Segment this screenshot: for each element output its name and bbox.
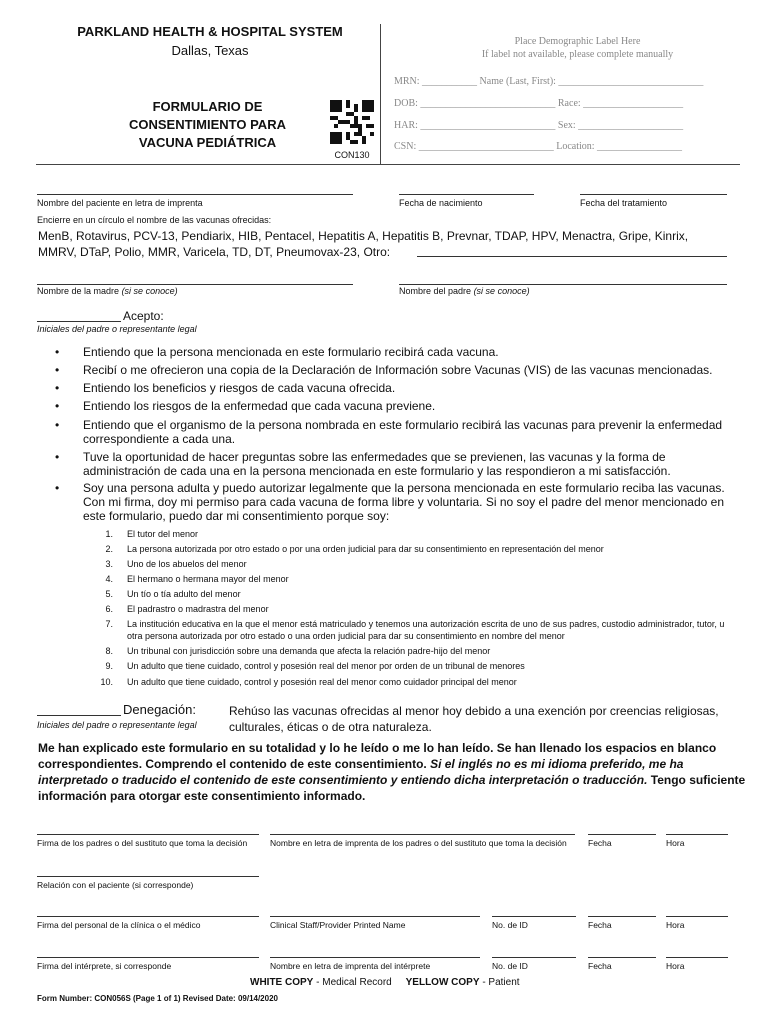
title-line-3: VACUNA PEDIÁTRICA [138,135,277,150]
deny-initials-label: Iniciales del padre o representante legal [37,720,197,730]
bullet-item: • Entiendo los riesgos de la enfermedad que cada vacuna previene. [55,399,735,413]
bullet-text: Entiendo los beneficios y riesgos de cada vacuna ofrecida. [83,381,396,395]
mother-label-text: Nombre de la madre [37,286,120,296]
vaccine-list-line-1[interactable]: MenB, Rotavirus, PCV-13, Pendiarix, HIB, Pentacel, Hepatitis A, Hepatitis B, Prevnar, TDAP, HPV, Menactra, Gripe, Kinrix, [38,229,689,243]
other-vaccine-input[interactable] [417,244,727,257]
staff-id-label: No. de ID [492,920,528,930]
treatment-date-label: Fecha del tratamiento [580,198,668,208]
bullet-item: • Entiendo los beneficios y riesgos de cada vacuna ofrecida. [55,381,735,395]
deny-text: Rehúso las vacunas ofrecidas al menor hoy debido a una exención por creencias religiosas, culturales, éticas o de otra naturaleza. [229,704,719,734]
vaccine-list-line-2[interactable]: MMRV, DTaP, Polio, MMR, Varicela, TD, DT, Pneumovax-23, Otro: [38,245,391,259]
list-item-text: Un adulto que tiene cuidado, control y posesión real del menor por orden de un tribunal de menores [127,661,525,671]
father-name-label [399,286,530,296]
form-code: CON130 [334,150,370,160]
parent-time-input[interactable] [666,822,728,835]
list-item-text: La persona autorizada por otro estado o por una orden judicial para dar su consentimiento en representación del menor [127,544,604,554]
har-field[interactable]: HAR: ___________________________ Sex: _____________________ [394,120,684,131]
list-item: 7. La institución educativa en la que el menor está matriculado y tenemos una autorización escrita de uno de sus padres, custodio administrador, tutor, u otra persona autorizada por otro estado o una orden judicial para dar su consentimiento en nombre del menor [95,618,735,642]
staff-id-input[interactable] [492,904,576,917]
list-item-text: El hermano o hermana mayor del menor [127,574,289,584]
csn-field[interactable]: CSN: ___________________________ Location: _________________ [394,141,683,152]
accept-initials-label: Iniciales del padre o representante legal [37,324,197,334]
deny-initials-input[interactable] [37,703,121,716]
parent-signature-input[interactable] [37,822,259,835]
bullet-item: • Recibí o me ofrecieron una copia de la Declaración de Información sobre Vacunas (VIS) de las vacunas mencionadas. [55,363,735,377]
parent-signature-label: Firma de los padres o del sustituto que toma la decisión [37,838,248,848]
staff-time-input[interactable] [666,904,728,917]
staff-date-label: Fecha [588,920,612,930]
list-item: 4. El hermano o hermana mayor del menor [95,573,735,585]
staff-printed-name-input[interactable] [270,904,480,917]
relation-label: Relación con el paciente (si corresponde) [37,880,194,890]
father-name-input[interactable] [399,272,727,285]
interpreter-date-label: Fecha [588,961,612,971]
bullet-text: Entiendo los riesgos de la enfermedad que cada vacuna previene. [83,399,436,413]
father-label-text: Nombre del padre [399,286,472,296]
white-copy: WHITE COPY [250,977,314,988]
list-item: 3. Uno de los abuelos del menor [95,558,735,570]
title-line-1: FORMULARIO DE [152,99,263,114]
staff-signature-input[interactable] [37,904,259,917]
staff-printed-name-label: Clinical Staff/Provider Printed Name [270,920,406,930]
list-item-text: La institución educativa en la que el menor está matriculado y tenemos una autorización escrita de uno de sus padres, custodio administrador, tutor, u otra persona autorizada por otro estado o una orden judicial para dar su consentimiento en nombre del menor [127,619,725,641]
yellow-copy: YELLOW COPY [405,977,480,988]
list-item: 5. Un tío o tía adulto del menor [95,588,735,600]
list-item: 9. Un adulto que tiene cuidado, control y posesión real del menor por orden de un tribunal de menores [95,660,735,672]
header-divider [36,164,740,165]
interpreter-time-label: Hora [666,961,685,971]
interpreter-signature-label: Firma del intérprete, si corresponde [37,961,172,971]
form-number: Form Number: CON056S (Page 1 of 1) Revised Date: 09/14/2020 [37,994,278,1003]
interpreter-signature-input[interactable] [37,945,259,958]
organization-city: Dallas, Texas [171,43,249,58]
birth-date-label: Fecha de nacimiento [399,198,483,208]
interpreter-time-input[interactable] [666,945,728,958]
dob-field[interactable]: DOB: ___________________________ Race: ____________________ [394,98,684,109]
treatment-date-input[interactable] [580,182,727,195]
mrn-field[interactable]: MRN: ___________ Name (Last, First): _____________________________ [394,76,704,87]
list-item-text: El tutor del menor [127,529,199,539]
copy-distribution [250,977,520,988]
patient-name-label: Nombre del paciente en letra de imprenta [37,198,203,208]
statement-part-2: Si el inglés no es mi idioma preferido, me ha interpretado o traducido el contenido de este consentimiento y entiendo dicha interpretación o traducción. [38,757,684,787]
accept-initials-input[interactable] [37,309,121,322]
parent-printed-name-label: Nombre en letra de imprenta de los padres o del sustituto que toma la decisión [270,838,567,848]
list-item-text: Un tribunal con jurisdicción sobre una demanda que afecta la relación padre-hijo del menor [127,646,491,656]
bullet-item: • Entiendo que el organismo de la persona nombrada en este formulario recibirá las vacunas para prevenir la enfermedad correspondiente a cada una. [55,418,735,446]
relation-input[interactable] [37,864,259,877]
parent-time-label: Hora [666,838,685,848]
bullet-text: Entiendo que el organismo de la persona nombrada en este formulario recibirá las vacunas para prevenir la enfermedad correspondiente a cada una. [83,418,723,446]
mother-if-known: (si se conoce) [121,286,178,296]
interpreter-date-input[interactable] [588,945,656,958]
deny-label: Denegación: [123,702,196,717]
list-item: 2. La persona autorizada por otro estado o por una orden judicial para dar su consentimiento en representación del menor [95,543,735,555]
parent-printed-name-input[interactable] [270,822,575,835]
label-placeholder-line-2: If label not available, please complete manually [481,49,674,60]
interpreter-printed-name-label: Nombre en letra de imprenta del intérprete [270,961,431,971]
vaccine-instruction: Encierre en un círculo el nombre de las vacunas ofrecidas: [37,215,272,225]
statement-part-3: Tengo suficiente información para otorgar este consentimiento informado. [38,773,746,803]
patient-name-input[interactable] [37,182,353,195]
interpreter-printed-name-input[interactable] [270,945,480,958]
parent-date-input[interactable] [588,822,656,835]
mother-name-input[interactable] [37,272,353,285]
organization-name: PARKLAND HEALTH & HOSPITAL SYSTEM [77,24,343,39]
bullet-text: Entiendo que la persona mencionada en este formulario recibirá cada vacuna. [83,345,499,359]
interpreter-id-label: No. de ID [492,961,528,971]
mother-name-label [37,286,178,296]
bullet-text: Recibí o me ofrecieron una copia de la Declaración de Información sobre Vacunas (VIS) de las vacunas mencionadas. [83,363,713,377]
staff-signature-label: Firma del personal de la clínica o el médico [37,920,201,930]
birth-date-input[interactable] [399,182,534,195]
white-copy-desc: - Medical Record [316,977,392,988]
bullet-text: Soy una persona adulta y puedo autorizar legalmente que la persona mencionada en este formulario reciba las vacunas. Con mi firma, doy mi permiso para cada vacuna de forma libre y voluntaria. Si no soy el padre del menor mencionado en este formulario, puedo dar mi consentimiento porque soy: [83,481,725,523]
accept-label: Acepto: [123,309,164,323]
staff-time-label: Hora [666,920,685,930]
list-item: 10. Un adulto que tiene cuidado, control y posesión real del menor como cuidador principal del menor [95,676,735,688]
staff-date-input[interactable] [588,904,656,917]
bullet-text: Tuve la oportunidad de hacer preguntas sobre las enfermedades que se previenen, las vacunas y la forma de administración de cada una en la persona mencionada en este formulario y las respondieron a mi satisfacción. [83,450,671,478]
interpreter-id-input[interactable] [492,945,576,958]
parent-date-label: Fecha [588,838,612,848]
list-item: 8. Un tribunal con jurisdicción sobre una demanda que afecta la relación padre-hijo del menor [95,645,735,657]
list-item-text: El padrastro o madrastra del menor [127,604,269,614]
form-title [90,98,325,152]
yellow-copy-desc: - Patient [482,977,520,988]
bullet-item: • Entiendo que la persona mencionada en este formulario recibirá cada vacuna. [55,345,735,359]
list-item-text: Uno de los abuelos del menor [127,559,247,569]
title-line-2: CONSENTIMIENTO PARA [129,117,286,132]
bullet-item: • Soy una persona adulta y puedo autorizar legalmente que la persona mencionada en este formulario reciba las vacunas. Con mi firma, doy mi permiso para cada vacuna de forma libre y voluntaria. Si no soy el padre del menor mencionado en este formulario, puedo dar mi consentimiento porque soy: [55,481,735,523]
father-if-known: (si se conoce) [473,286,530,296]
label-placeholder-line-1: Place Demographic Label Here [514,36,641,47]
list-item: 1. El tutor del menor [95,528,735,540]
consent-statement [38,740,750,804]
list-item-text: Un tío o tía adulto del menor [127,589,241,599]
list-item: 6. El padrastro o madrastra del menor [95,603,735,615]
list-item-text: Un adulto que tiene cuidado, control y posesión real del menor como cuidador principal del menor [127,677,517,687]
label-placeholder [440,35,715,61]
bullet-item: • Tuve la oportunidad de hacer preguntas sobre las enfermedades que se previenen, las vacunas y la forma de administración de cada una en la persona mencionada en este formulario y las respondieron a mi satisfacción. [55,450,735,478]
statement-part-1: Me han explicado este formulario en su totalidad y lo he leído o me lo han leído. Se han llenado los espacios en blanco correspondientes. Comprendo el contenido de este consentimiento. [38,741,717,771]
qr-code-icon [330,100,374,144]
